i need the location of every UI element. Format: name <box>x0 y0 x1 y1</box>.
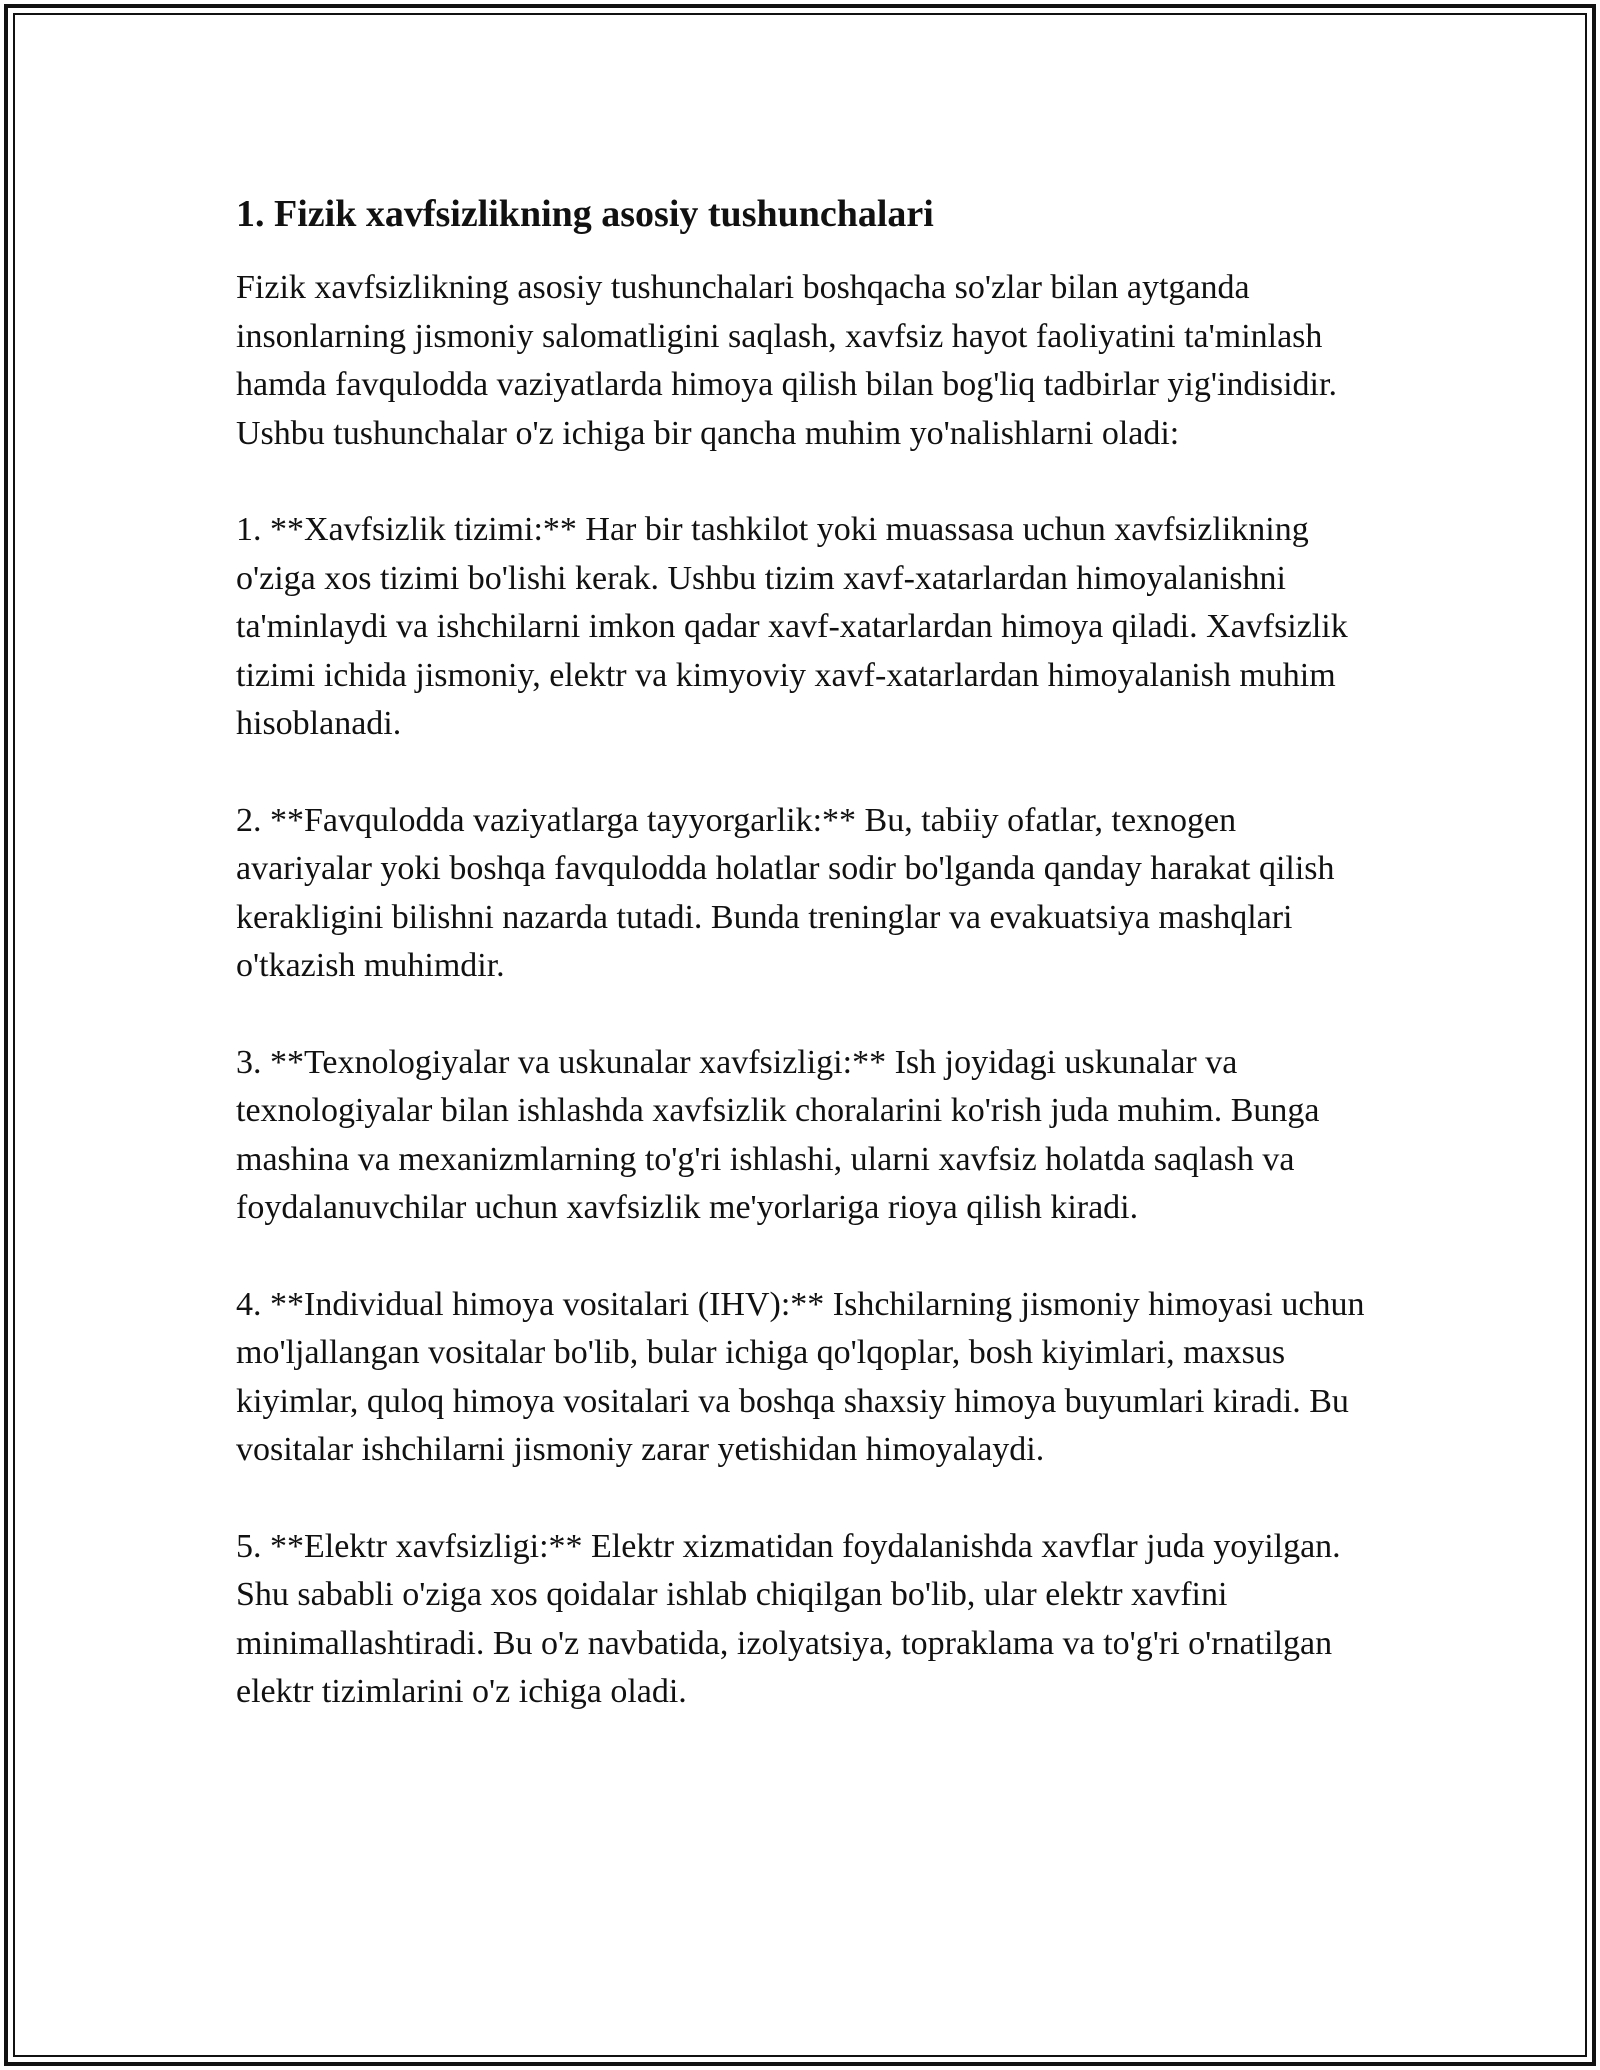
document-title: 1. Fizik xavfsizlikning asosiy tushunchalari <box>236 193 934 235</box>
paragraph-personal-protective-equipment: 4. **Individual himoya vositalari (IHV):** Ishchilarning jismoniy himoyasi uchun mo'ljallangan vositalar bo'lib, bular ichiga qo'lqoplar, bosh kiyimlari, maxsus kiyimlar, quloq himoya vositalari va boshqa shaxsiy himoya buyumlari kiradi. Bu vositalar ishchilarni jismoniy zarar yetishidan himoyalaydi. <box>236 1285 1365 1468</box>
paragraph-electrical-safety: 5. **Elektr xavfsizligi:** Elektr xizmatidan foydalanishda xavflar juda yoyilgan. Shu sababli o'ziga xos qoidalar ishlab chiqilgan bo'lib, ular elektr xavfini minimallashtiradi. Bu o'z navbatida, izolyatsiya, topraklama va to'g'ri o'rnatilgan elektr tizimlarini o'z ichiga oladi. <box>236 1527 1341 1710</box>
paragraph-equipment-safety: 3. **Texnologiyalar va uskunalar xavfsizligi:** Ish joyidagi uskunalar va texnologiyalar bilan ishlashda xavfsizlik choralarini ko'rish juda muhim. Bunga mashina va mexanizmlarning to'g'ri ishlashi, ularni xavfsiz holatda saqlash va foydalanuvchilar uchun xavfsizlik me'yorlariga rioya qilish kiradi. <box>236 1043 1320 1226</box>
paragraph-security-system: 1. **Xavfsizlik tizimi:** Har bir tashkilot yoki muassasa uchun xavfsizlikning o'ziga xos tizimi bo'lishi kerak. Ushbu tizim xavf-xatarlardan himoyalanishni ta'minlaydi va ishchilarni imkon qadar xavf-xatarlardan himoya qiladi. Xavfsizlik tizimi ichida jismoniy, elektr va kimyoviy xavf-xatarlardan himoyalanish muhim hisoblanadi. <box>236 511 1348 742</box>
intro-paragraph: Fizik xavfsizlikning asosiy tushunchalari boshqacha so'zlar bilan aytganda insonlarning jismoniy salomatligini saqlash, xavfsiz hayot faoliyatini ta'minlash hamda favqulodda vaziyatlarda himoya qilish bilan bog'liq tadbirlar yig'indisidir. Ushbu tushunchalar o'z ichiga bir qancha muhim yo'nalishlarni oladi: <box>236 269 1337 452</box>
paragraph-emergency-preparedness: 2. **Favqulodda vaziyatlarga tayyorgarlik:** Bu, tabiiy ofatlar, texnogen avariyalar yoki boshqa favqulodda holatlar sodir bo'lganda qanday harakat qilish kerakligini bilishni nazarda tutadi. Bunda treninglar va evakuatsiya mashqlari o'tkazish muhimdir. <box>236 801 1335 984</box>
document-body <box>236 186 1376 1765</box>
